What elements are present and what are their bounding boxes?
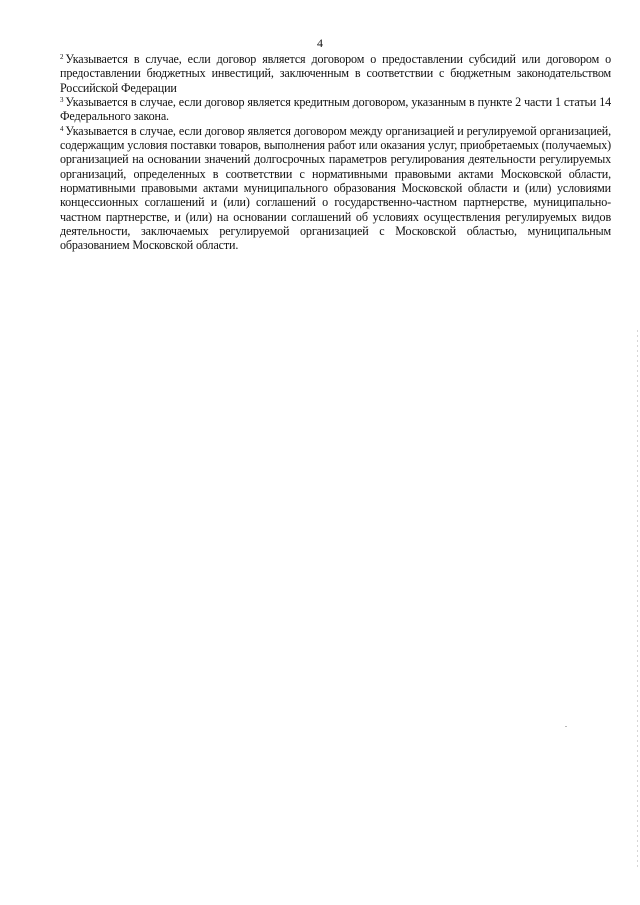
footnote-marker: 2	[60, 53, 64, 61]
footnote-marker: 3	[60, 96, 64, 105]
footnote-text: Указывается в случае, если договор является кредитным договором, указанным в пункте 2 части 1 статьи 14 Федерального закона.	[60, 95, 611, 124]
scan-edge-artifact	[637, 330, 638, 870]
footnote-marker: 4	[60, 124, 64, 133]
footnote-text: Указывается в случае, если договор является договором о предоставлении субсидий или договором о предоставлении бюджетных инвестиций, заключенным в соответствии с бюджетным законодательством Российской Федерации	[60, 52, 611, 95]
footnote-2	[60, 52, 611, 95]
scan-mark-artifact	[565, 726, 567, 727]
footnote-3	[60, 95, 611, 124]
footnotes-section	[60, 52, 611, 253]
footnote-text: Указывается в случае, если договор является договором между организацией и регулируемой организацией, содержащим условия поставки товаров, выполнения работ или оказания услуг, приобретаемых (получаемых) организацией на основании значений долгосрочных параметров регулирования деятельности регулируемых организаций, определенных в соответствии с нормативными правовыми актами Московской области, нормативными правовыми актами муниципального образования Московской области и (или) условиями концессионных соглашений и (или) соглашений о государственно-частном партнерстве, муниципально-частном партнерстве, и (или) на основании соглашений об условиях осуществления регулируемых видов деятельности, заключаемых регулируемой организацией с Московской областью, муниципальным образованием Московской области.	[60, 123, 611, 253]
page-number: 4	[317, 36, 323, 50]
footnote-4	[60, 124, 611, 253]
